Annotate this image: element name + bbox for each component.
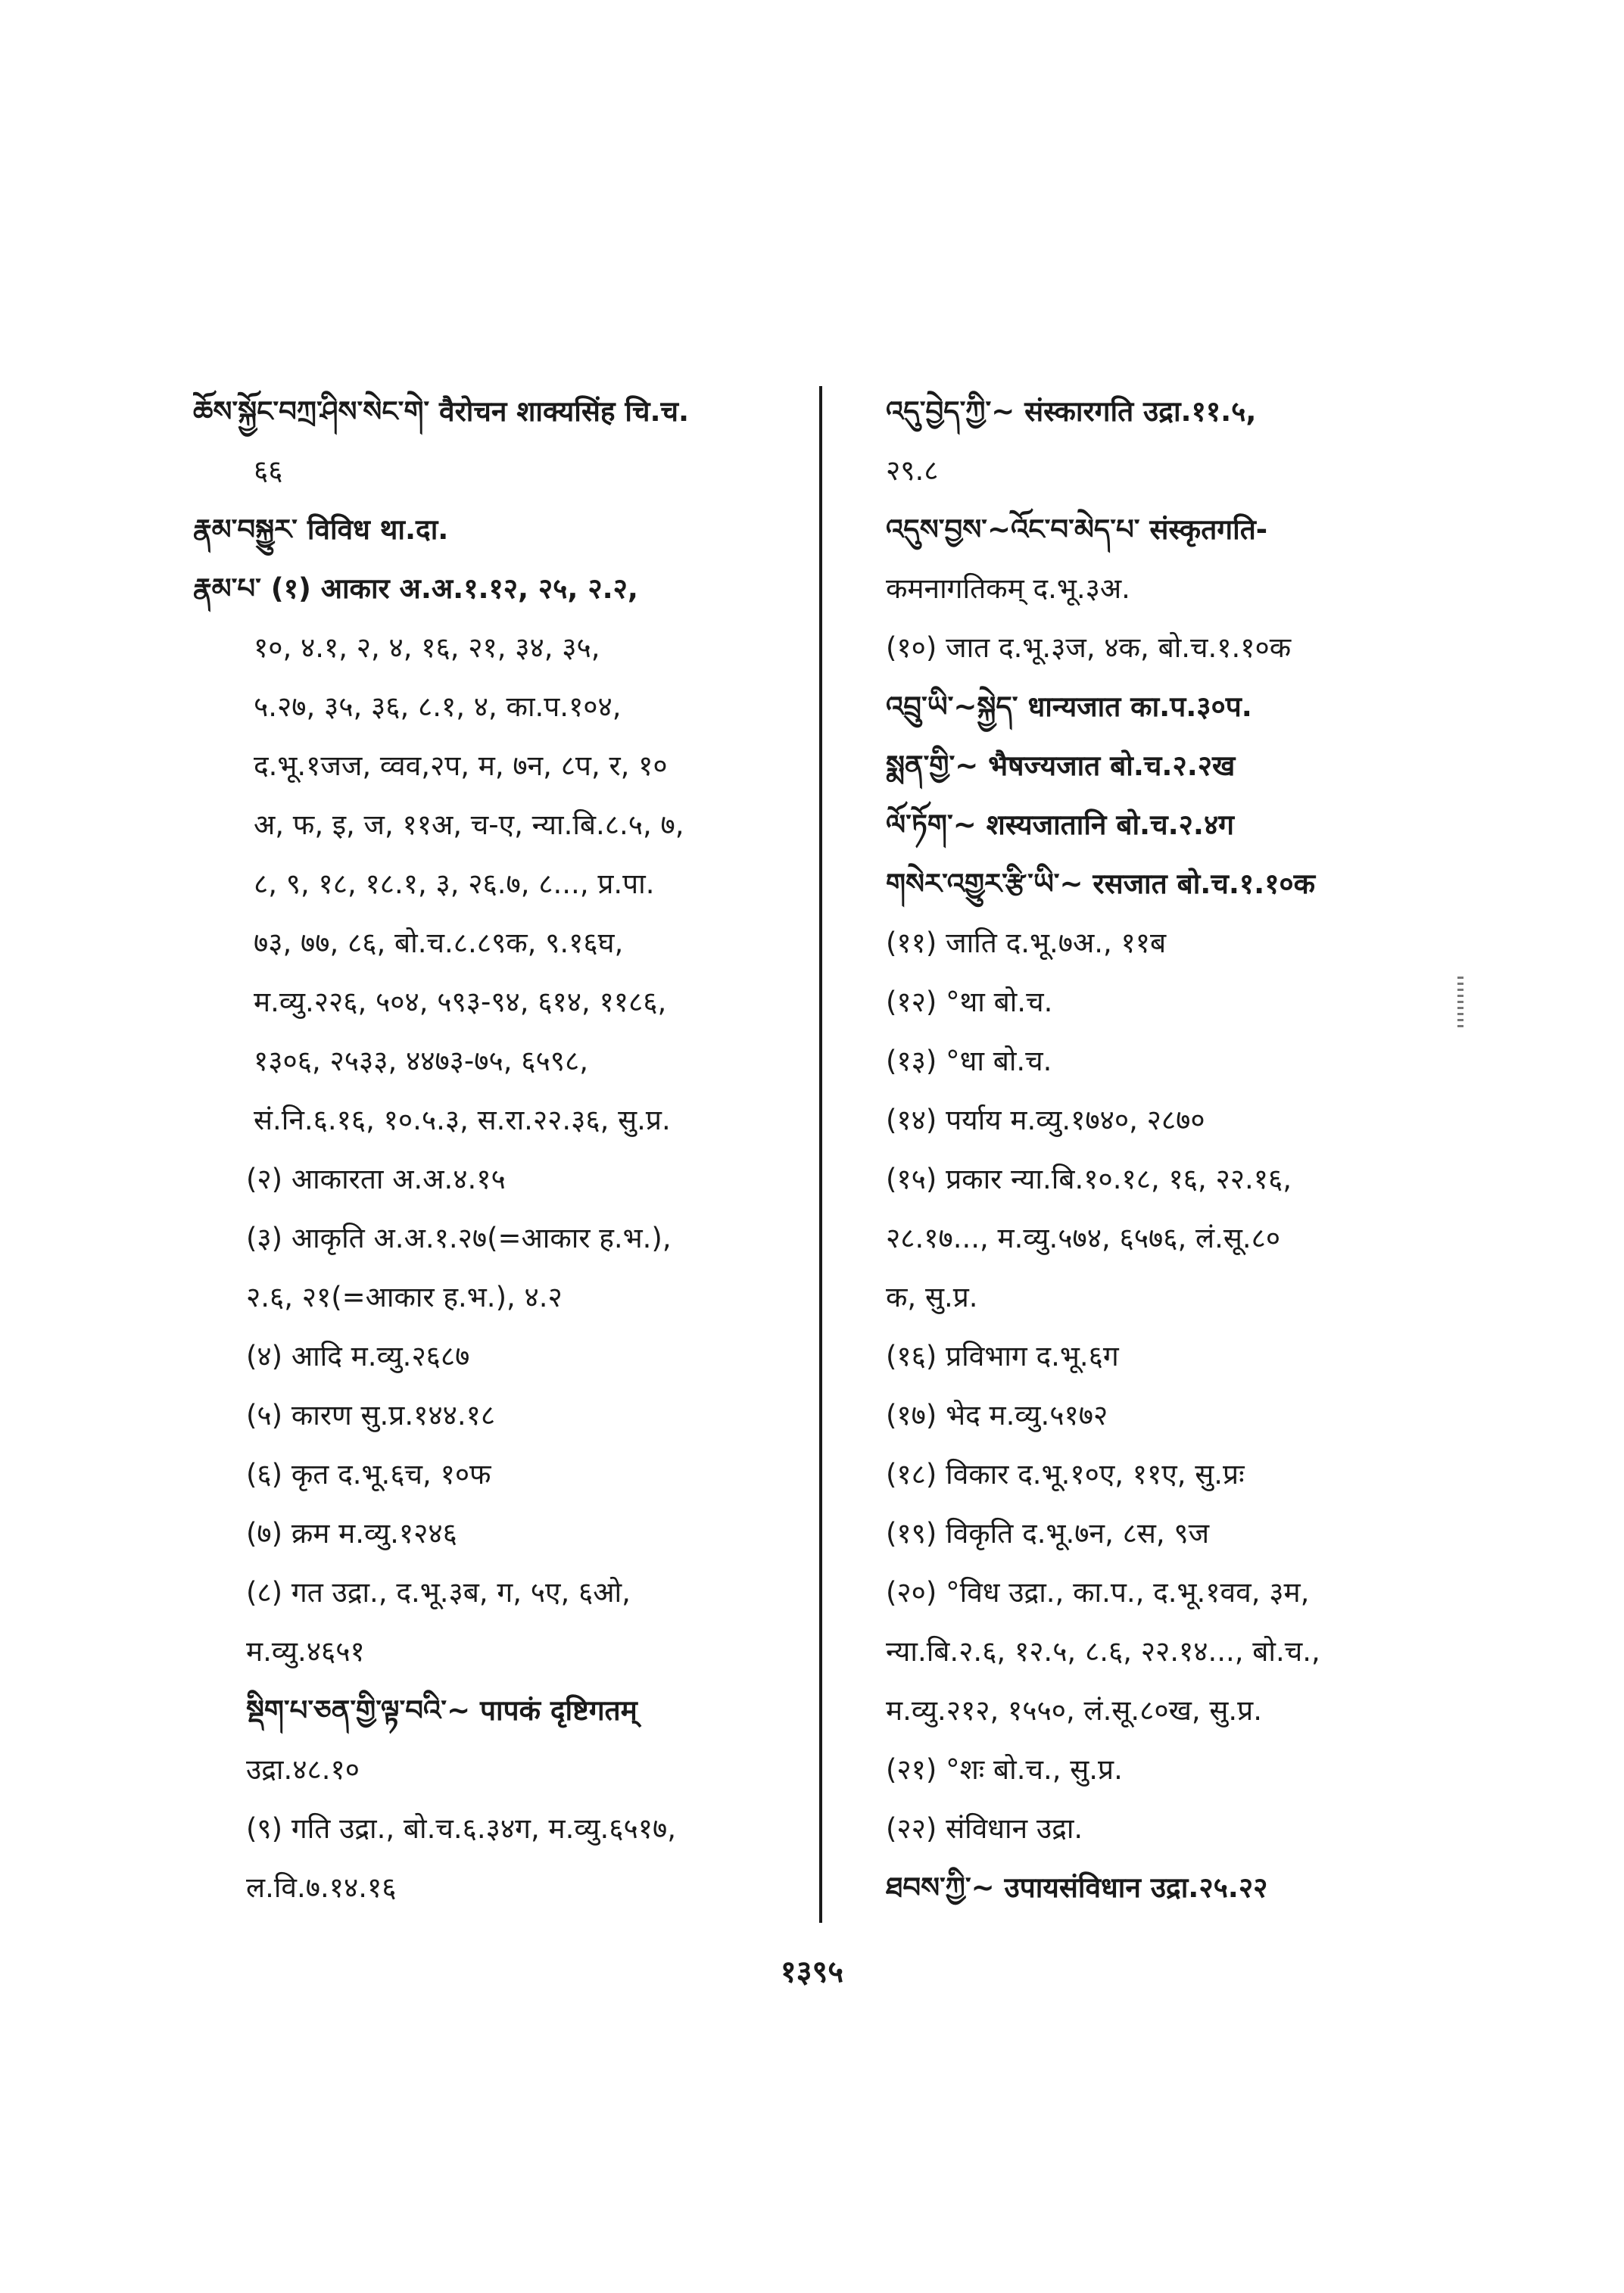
- entry-line: (१४) पर्याय म.व्यु.१७४०, २८७०: [886, 1104, 1205, 1136]
- entry-line: (६) कृत द.भू.६च, १०फ: [246, 1458, 491, 1491]
- entry-line: (२२) संविधान उद्रा.: [886, 1812, 1083, 1845]
- entry-line: २९.८: [886, 454, 939, 487]
- entry-line: ७३, ७७, ८६, बो.च.८.८९क, ९.१६घ,: [254, 927, 624, 959]
- entry-line: क, सु.प्र.: [886, 1281, 978, 1313]
- entry-line: २८.१७..., म.व्यु.५७४, ६५७६, लं.सू.८०: [886, 1222, 1281, 1254]
- entry-line: ६६: [254, 454, 283, 487]
- entry-line: (१९) विकृति द.भू.७न, ८स, ९ज: [886, 1517, 1210, 1550]
- entry-line: (५) कारण सु.प्र.१४४.१८: [246, 1399, 496, 1432]
- margin-mark: [1457, 977, 1463, 1030]
- entry-line: ལོ་ཏོག་~ शस्यजातानि बो.च.२.४ग: [886, 808, 1235, 841]
- entry-line: འབྲུ་ཡི་~སྐྱེད་ धान्यजात का.प.३०प.: [886, 690, 1252, 723]
- entry-line: རྣམ་བསྐྱུར་ विविध था.दा.: [193, 513, 449, 546]
- entry-line: སྨན་གྱི་~ भैषज्यजात बो.च.२.२ख: [886, 749, 1236, 782]
- entry-line: (२) आकारता अ.अ.४.१५: [246, 1163, 506, 1195]
- entry-line: གསེར་འགྱུར་རྩི་ཡི་~ रसजात बो.च.१.१०क: [886, 868, 1316, 900]
- left-column: [193, 382, 799, 1918]
- entry-line: ཐབས་ཀྱི་~ उपायसंविधान उद्रा.२५.२२: [886, 1871, 1268, 1904]
- entry-line: २.६, २१(=आकार ह.भ.), ४.२: [246, 1281, 563, 1313]
- entry-line: ल.वि.७.१४.१६: [246, 1871, 397, 1904]
- entry-line: ५.२७, ३५, ३६, ८.१, ४, का.प.१०४,: [254, 690, 622, 723]
- entry-line: सं.नि.६.१६, १०.५.३, स.रा.२२.३६, सु.प्र.: [254, 1104, 671, 1136]
- entry-line: འདུས་བྱས་~འོང་བ་མེད་པ་ संस्कृतगति-: [886, 513, 1268, 546]
- entry-line: अ, फ, इ, ज, ११अ, च-ए, न्या.बि.८.५, ७,: [254, 808, 684, 841]
- entry-line: म.व्यु.२२६, ५०४, ५९३-९४, ६१४, ११८६,: [254, 986, 667, 1018]
- entry-line: (२०) °विध उद्रा., का.प., द.भू.१वव, ३म,: [886, 1576, 1310, 1609]
- entry-line: རྣམ་པ་ (१) आकार अ.अ.१.१२, २५, २.२,: [193, 572, 638, 605]
- entry-line: (८) गत उद्रा., द.भू.३ब, ग, ५ए, ६ओ,: [246, 1576, 631, 1609]
- entry-line: (७) क्रम म.व्यु.१२४६: [246, 1517, 457, 1550]
- entry-line: कमनागतिकम् द.भू.३अ.: [886, 572, 1130, 605]
- entry-line: (१६) प्रविभाग द.भू.६ग: [886, 1340, 1119, 1372]
- entry-line: म.व्यु.२१२, १५५०, लं.सू.८०ख, सु.प्र.: [886, 1694, 1262, 1727]
- entry-line: (१३) °धा बो.च.: [886, 1045, 1052, 1077]
- entry-line: उद्रा.४८.१०: [246, 1753, 360, 1786]
- entry-line: (९) गति उद्रा., बो.च.६.३४ग, म.व्यु.६५१७,: [246, 1812, 676, 1845]
- entry-line: (१०) जात द.भू.३ज, ४क, बो.च.१.१०क: [886, 631, 1292, 664]
- entry-line: (३) आकृति अ.अ.१.२७(=आकार ह.भ.),: [246, 1222, 672, 1254]
- entry-line: ཆོས་སྐྱོང་བཀྲ་ཤིས་སེང་གེ་ वैरोचन शाक्यसिंह चि.च.: [193, 395, 690, 428]
- entry-line: न्या.बि.२.६, १२.५, ८.६, २२.१४..., बो.च.,: [886, 1635, 1320, 1668]
- entry-line: ८, ९, १८, १८.१, ३, २६.७, ८..., प्र.पा.: [254, 868, 655, 900]
- entry-line: (१८) विकार द.भू.१०ए, ११ए, सु.प्रः: [886, 1458, 1245, 1491]
- entry-line: १३०६, २५३३, ४४७३-७५, ६५९८,: [254, 1045, 588, 1077]
- entry-line: (१५) प्रकार न्या.बि.१०.१८, १६, २२.१६,: [886, 1163, 1292, 1195]
- entry-line: द.भू.१जज, व्वव,२प, म, ७न, ८प, र, १०: [254, 749, 668, 782]
- entry-line: འདུ་བྱེད་ཀྱི་~ संस्कारगति उद्रा.११.५,: [886, 395, 1257, 428]
- column-divider: [819, 386, 822, 1923]
- entry-line: (११) जाति द.भू.७अ., ११ब: [886, 927, 1167, 959]
- entry-line: སྡིག་པ་ཅན་གྱི་ལྟ་བའི་~ पापकं दृष्टिगतम्: [246, 1694, 637, 1727]
- entry-line: (२१) °शः बो.च., सु.प्र.: [886, 1753, 1123, 1786]
- entry-line: (१७) भेद म.व्यु.५१७२: [886, 1399, 1108, 1432]
- entry-line: म.व्यु.४६५१: [246, 1635, 365, 1668]
- entry-line: (१२) °था बो.च.: [886, 986, 1053, 1018]
- page-number: १३९५: [780, 1955, 844, 1989]
- entry-line: १०, ४.१, २, ४, १६, २१, ३४, ३५,: [254, 631, 600, 664]
- entry-line: (४) आदि म.व्यु.२६८७: [246, 1340, 470, 1372]
- right-column: [886, 382, 1461, 1918]
